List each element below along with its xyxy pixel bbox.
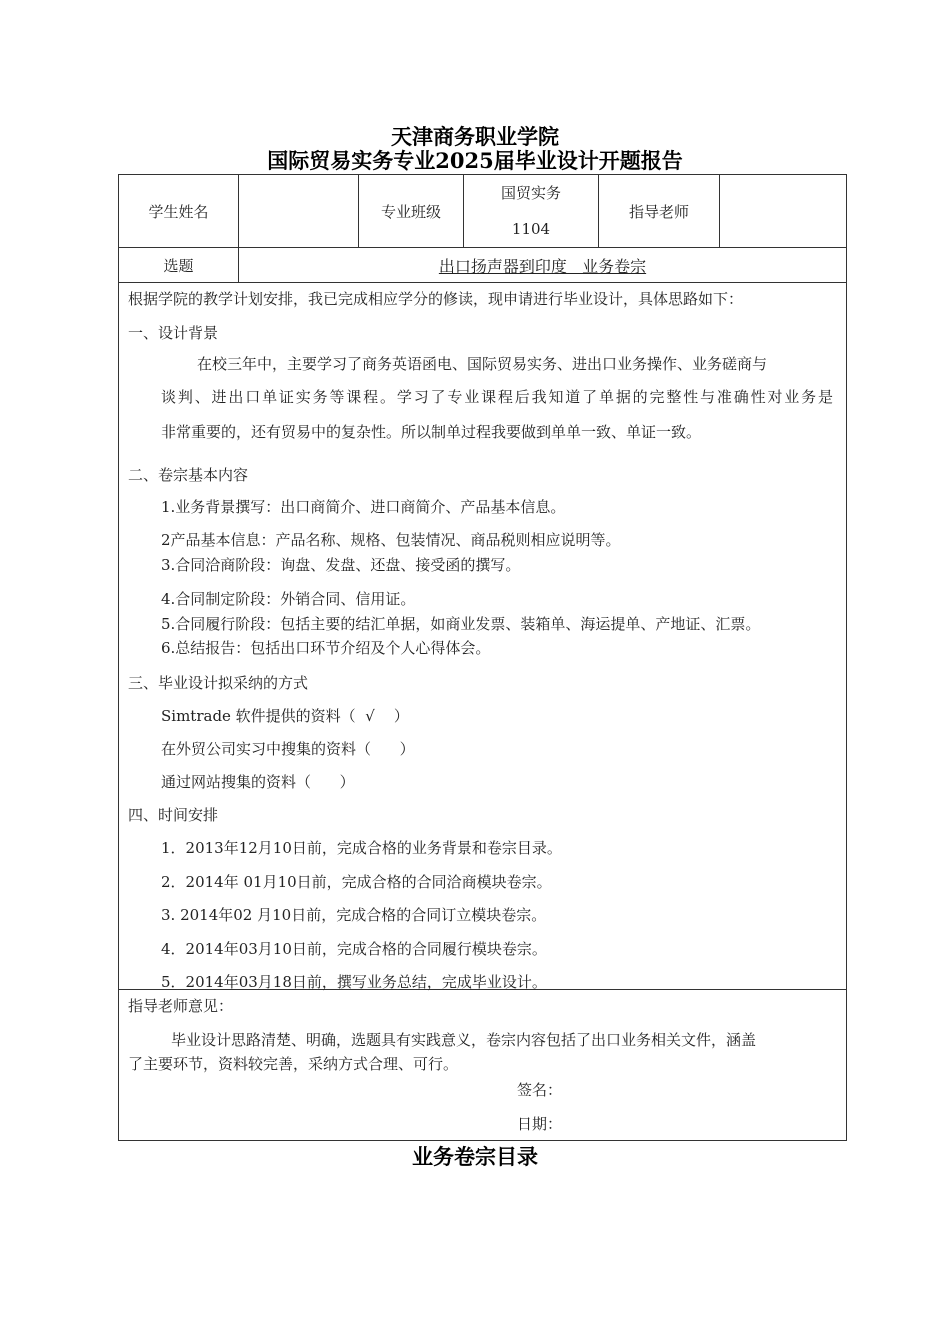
date-label: 日期：: [517, 1115, 563, 1133]
list-item: 1.业务背景撰写：出口商简介、进口商简介、产品基本信息。: [161, 498, 566, 516]
student-name-label: 学生姓名: [119, 175, 239, 248]
section4-heading: 四、时间安排: [128, 806, 219, 824]
list-item: 5.合同履行阶段：包括主要的结汇单据，如商业发票、装箱单、海运提单、产地证、汇票。: [161, 615, 761, 633]
list-item: 6.总结报告：包括出口环节介绍及个人心得体会。: [161, 639, 491, 657]
method-option: Simtrade 软件提供的资料（ √ ）: [161, 707, 409, 725]
advisor-field[interactable]: [720, 175, 847, 248]
opinion-cell: [119, 990, 847, 1141]
report-title: 国际贸易实务专业2025届毕业设计开题报告: [267, 148, 683, 173]
schedule-item: 1．2013年12月10日前，完成合格的业务背景和卷宗目录。: [161, 839, 562, 857]
class-value-line1: 国贸实务: [500, 184, 561, 202]
intro-text: 根据学院的教学计划安排，我已完成相应学分的修读，现申请进行毕业设计，具体思路如下：: [128, 290, 744, 308]
proposal-form-table: [118, 174, 847, 1141]
section1-line: 谈判、进出口单证实务等课程。学习了专业课程后我知道了单据的完整性与准确性对业务是: [161, 388, 833, 406]
section1-line: 非常重要的，还有贸易中的复杂性。所以制单过程我要做到单单一致、单证一致。: [161, 423, 702, 441]
info-row: [119, 175, 847, 248]
opinion-row: [119, 990, 847, 1141]
class-label: 专业班级: [359, 175, 464, 248]
topic-row: [119, 248, 847, 283]
catalog-title: 业务卷宗目录: [412, 1144, 538, 1169]
school-name: 天津商务职业学院: [391, 124, 559, 149]
topic-value: 出口扬声器到印度 业务卷宗: [438, 256, 647, 276]
opinion-heading: 指导老师意见：: [128, 997, 234, 1015]
section3-heading: 三、毕业设计拟采纳的方式: [128, 674, 309, 692]
schedule-item: 3. 2014年02 月10日前，完成合格的合同订立模块卷宗。: [161, 906, 547, 924]
schedule-item: 5．2014年03月18日前，撰写业务总结，完成毕业设计。: [161, 973, 547, 991]
content-cell: [119, 283, 847, 990]
list-item: 2产品基本信息：产品名称、规格、包装情况、商品税则相应说明等。: [161, 531, 621, 549]
section1-heading: 一、设计背景: [128, 324, 219, 342]
section1-line: 在校三年中，主要学习了商务英语函电、国际贸易实务、进出口业务操作、业务磋商与: [197, 355, 768, 373]
signature-label: 签名：: [517, 1081, 563, 1099]
topic-field[interactable]: [239, 248, 847, 283]
schedule-item: 4．2014年03月10日前，完成合格的合同履行模块卷宗。: [161, 940, 547, 958]
topic-label: 选题: [119, 248, 239, 283]
class-value-line2: 1104: [511, 220, 551, 238]
list-item: 3.合同洽商阶段：询盘、发盘、还盘、接受函的撰写。: [161, 556, 521, 574]
class-field[interactable]: [464, 175, 599, 248]
list-item: 4.合同制定阶段：外销合同、信用证。: [161, 590, 416, 608]
opinion-text: 了主要环节，资料较完善，采纳方式合理、可行。: [128, 1055, 459, 1073]
student-name-field[interactable]: [239, 175, 359, 248]
method-option: 在外贸公司实习中搜集的资料（ ）: [161, 740, 415, 758]
schedule-item: 2．2014年 01月10日前，完成合格的合同洽商模块卷宗。: [161, 873, 552, 891]
opinion-text: 毕业设计思路清楚、明确，选题具有实践意义，卷宗内容包括了出口业务相关文件，涵盖: [171, 1031, 757, 1049]
advisor-label: 指导老师: [599, 175, 720, 248]
section2-heading: 二、卷宗基本内容: [128, 466, 249, 484]
content-row: [119, 283, 847, 990]
method-option: 通过网站搜集的资料（ ）: [161, 773, 355, 791]
